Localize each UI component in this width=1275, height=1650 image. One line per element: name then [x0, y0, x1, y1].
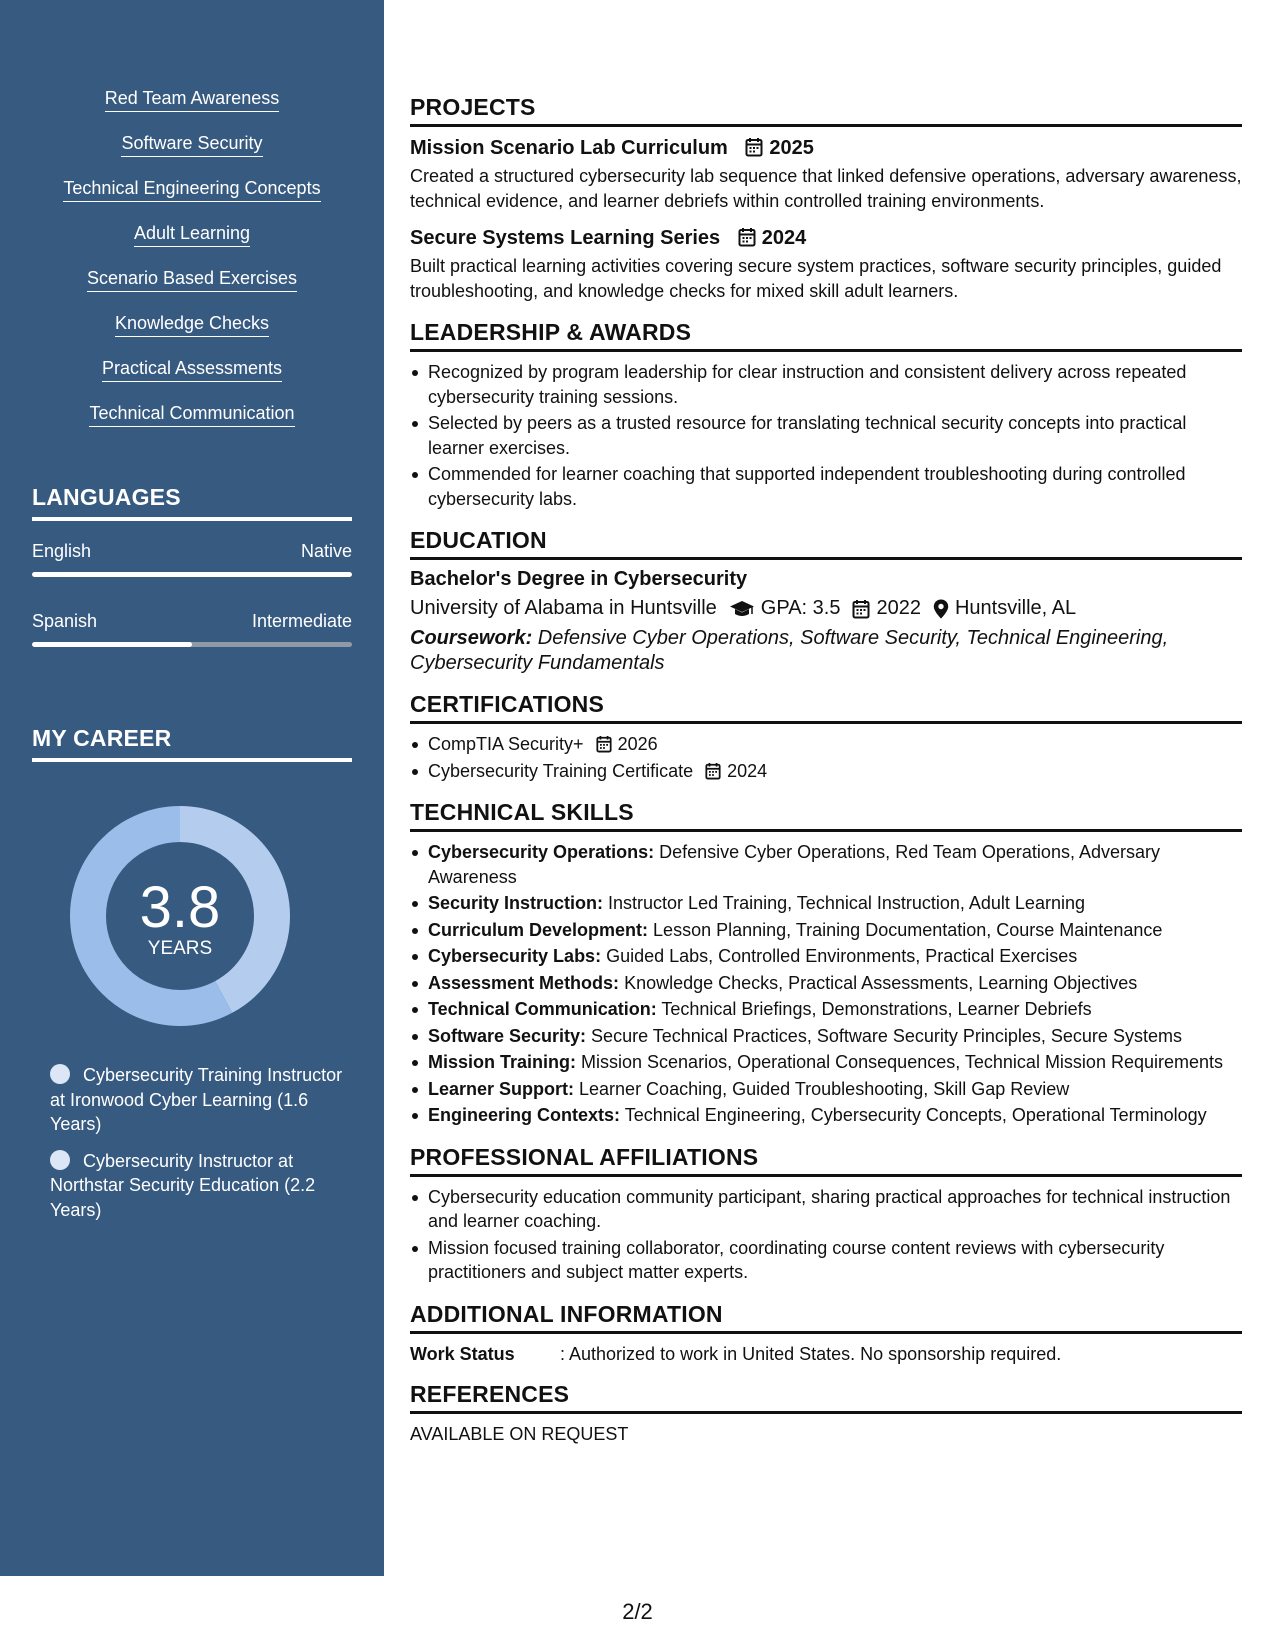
skill-text: Mission Scenarios, Operational Consequences, Technical Mission Requirements	[576, 1052, 1224, 1072]
certifications-section	[410, 691, 1242, 783]
affiliations-section	[410, 1144, 1242, 1285]
projects-heading: PROJECTS	[410, 94, 1242, 127]
coursework-text: Defensive Cyber Operations, Software Security, Technical Engineering, Cybersecurity Fundamentals	[410, 627, 1169, 674]
skill-tag: Red Team Awareness	[105, 86, 279, 112]
language-name: Spanish	[32, 611, 98, 631]
skill-tag: Technical Engineering Concepts	[63, 176, 320, 202]
additional-info-heading: ADDITIONAL INFORMATION	[410, 1301, 1242, 1334]
language-row	[32, 611, 352, 632]
skill-text: Technical Briefings, Demonstrations, Learner Debriefs	[656, 999, 1092, 1019]
list-item	[410, 1103, 1242, 1128]
cert-name: CompTIA Security+	[428, 734, 584, 754]
career-unit: YEARS	[147, 938, 213, 959]
cert-year: 2026	[617, 734, 658, 754]
language-row	[32, 541, 352, 562]
language-bar	[32, 642, 352, 647]
leadership-heading: LEADERSHIP & AWARDS	[410, 319, 1242, 352]
additional-info-section	[410, 1301, 1242, 1365]
list-item	[410, 759, 1242, 784]
skill-label: Learner Support:	[428, 1078, 575, 1099]
cert-year: 2024	[727, 760, 768, 781]
project-date	[745, 137, 814, 159]
leadership-list	[410, 360, 1242, 511]
skill-tag: Practical Assessments	[102, 356, 282, 382]
career-item-text: Cybersecurity Instructor at Northstar Security Education (2.2 Years)	[50, 1150, 316, 1220]
education-section	[410, 527, 1242, 675]
legend-dot-icon	[50, 1064, 70, 1084]
skill-tag: Adult Learning	[134, 221, 250, 247]
language-level: Native	[300, 541, 352, 561]
skill-label: Cybersecurity Operations:	[428, 842, 655, 862]
leadership-section	[410, 319, 1242, 511]
technical-skills-heading: TECHNICAL SKILLS	[410, 799, 1242, 832]
list-item: Mission focused training collaborator, coordinating course content reviews with cybersecurity practitioners and subject matter experts.	[410, 1236, 1242, 1285]
skill-text: Lesson Planning, Training Documentation, Course Maintenance	[648, 919, 1163, 940]
project-name: Mission Scenario Lab Curriculum	[410, 137, 728, 159]
list-item	[410, 997, 1242, 1022]
education-year: 2022	[852, 597, 921, 620]
project-name: Secure Systems Learning Series	[410, 227, 721, 249]
education-details	[410, 597, 1242, 620]
project-description: Built practical learning activities covering secure system practices, software security principles, guided troubleshooting, and knowledge checks for mixed skill adult learners.	[410, 256, 1222, 301]
education-school: University of Alabama in Huntsville	[410, 597, 717, 619]
list-item	[410, 732, 1242, 757]
skill-label: Curriculum Development:	[428, 919, 649, 940]
skill-tag: Scenario Based Exercises	[87, 266, 297, 292]
calendar-icon	[745, 137, 763, 157]
skill-text: Instructor Led Training, Technical Instruction, Adult Learning	[603, 893, 1085, 913]
cert-name: Cybersecurity Training Certificate	[428, 760, 694, 781]
list-item	[410, 1024, 1242, 1049]
skills-list	[0, 86, 384, 446]
career-item	[50, 1149, 350, 1223]
education-gpa: GPA: 3.5	[729, 597, 841, 620]
career-item-text: Cybersecurity Training Instructor at Ironwood Cyber Learning (1.6 Years)	[50, 1065, 343, 1134]
references-section	[410, 1381, 1242, 1445]
work-status-row	[410, 1344, 1242, 1365]
skill-tag: Technical Communication	[89, 401, 294, 427]
coursework-label: Coursework:	[410, 627, 533, 649]
map-pin-icon	[933, 599, 949, 619]
list-item: Commended for learner coaching that supported independent troubleshooting during controlled cybersecurity labs.	[410, 462, 1242, 511]
project-year: 2025	[769, 137, 814, 159]
list-item	[410, 944, 1242, 969]
education-degree: Bachelor's Degree in Cybersecurity	[410, 568, 748, 590]
languages-heading: LANGUAGES	[32, 484, 352, 521]
skill-text: Defensive Cyber Operations, Red Team Operations, Adversary Awareness	[428, 842, 1160, 887]
project-description: Created a structured cybersecurity lab sequence that linked defensive operations, adversary awareness, technical evidence, and learner debriefs within controlled training environments.	[410, 166, 1242, 211]
skill-tag: Software Security	[121, 131, 262, 157]
career-item	[50, 1063, 350, 1137]
certifications-list	[410, 732, 1242, 783]
calendar-icon	[852, 599, 870, 619]
skill-label: Assessment Methods:	[428, 972, 620, 993]
page-number: 2/2	[622, 1599, 653, 1624]
skill-label: Security Instruction:	[428, 893, 604, 913]
skill-label: Cybersecurity Labs:	[428, 946, 602, 966]
calendar-icon	[596, 735, 612, 753]
skill-text: Knowledge Checks, Practical Assessments, Learning Objectives	[619, 972, 1138, 993]
graduation-cap-icon	[729, 599, 755, 619]
skill-text: Guided Labs, Controlled Environments, Practical Exercises	[601, 946, 1078, 966]
education-coursework	[410, 626, 1242, 675]
main-content	[410, 94, 1242, 1461]
skill-label: Mission Training:	[428, 1052, 577, 1072]
skill-tag: Knowledge Checks	[115, 311, 269, 337]
list-item: Recognized by program leadership for clear instruction and consistent delivery across repeated cybersecurity training sessions.	[410, 360, 1242, 409]
sidebar	[0, 0, 384, 1576]
affiliations-list	[410, 1185, 1242, 1285]
list-item	[410, 918, 1242, 943]
list-item	[410, 891, 1242, 916]
legend-dot-icon	[50, 1150, 70, 1170]
language-bar-fill	[32, 642, 192, 647]
list-item	[410, 971, 1242, 996]
projects-section	[410, 94, 1242, 303]
education-heading: EDUCATION	[410, 527, 1242, 560]
skill-text: Learner Coaching, Guided Troubleshooting, Skill Gap Review	[574, 1078, 1070, 1099]
references-text: AVAILABLE ON REQUEST	[410, 1423, 629, 1444]
skill-label: Technical Communication:	[428, 999, 657, 1019]
technical-skills-section	[410, 799, 1242, 1128]
certifications-heading: CERTIFICATIONS	[410, 691, 1242, 724]
project-title	[410, 137, 1242, 160]
calendar-icon	[705, 762, 721, 780]
skill-text: Technical Engineering, Cybersecurity Concepts, Operational Terminology	[620, 1105, 1207, 1125]
calendar-icon	[738, 227, 756, 247]
language-bar	[32, 572, 352, 577]
project-date	[738, 227, 807, 249]
language-name: English	[32, 541, 92, 561]
list-item	[410, 840, 1242, 889]
career-legend	[50, 1063, 350, 1234]
career-heading: MY CAREER	[32, 725, 352, 762]
list-item	[410, 1050, 1242, 1075]
list-item	[410, 1077, 1242, 1102]
project-year: 2024	[761, 227, 807, 249]
technical-skills-list	[410, 840, 1242, 1128]
career-donut-chart	[66, 802, 294, 1030]
list-item: Cybersecurity education community participant, sharing practical approaches for technical instruction and learner coaching.	[410, 1185, 1242, 1234]
language-bar-fill	[32, 572, 352, 577]
list-item: Selected by peers as a trusted resource for translating technical security concepts into practical learner exercises.	[410, 411, 1242, 460]
project-title	[410, 227, 1242, 250]
skill-text: Secure Technical Practices, Software Security Principles, Secure Systems	[586, 1025, 1182, 1046]
career-total: 3.8	[139, 875, 221, 940]
work-status-value: : Authorized to work in United States. No sponsorship required.	[560, 1343, 1062, 1364]
work-status-label: Work Status	[410, 1343, 515, 1364]
skill-label: Engineering Contexts:	[428, 1105, 621, 1125]
language-level: Intermediate	[251, 611, 352, 631]
education-location: Huntsville, AL	[933, 597, 1076, 620]
references-heading: REFERENCES	[410, 1381, 1242, 1414]
affiliations-heading: PROFESSIONAL AFFILIATIONS	[410, 1144, 1242, 1177]
skill-label: Software Security:	[428, 1025, 587, 1046]
